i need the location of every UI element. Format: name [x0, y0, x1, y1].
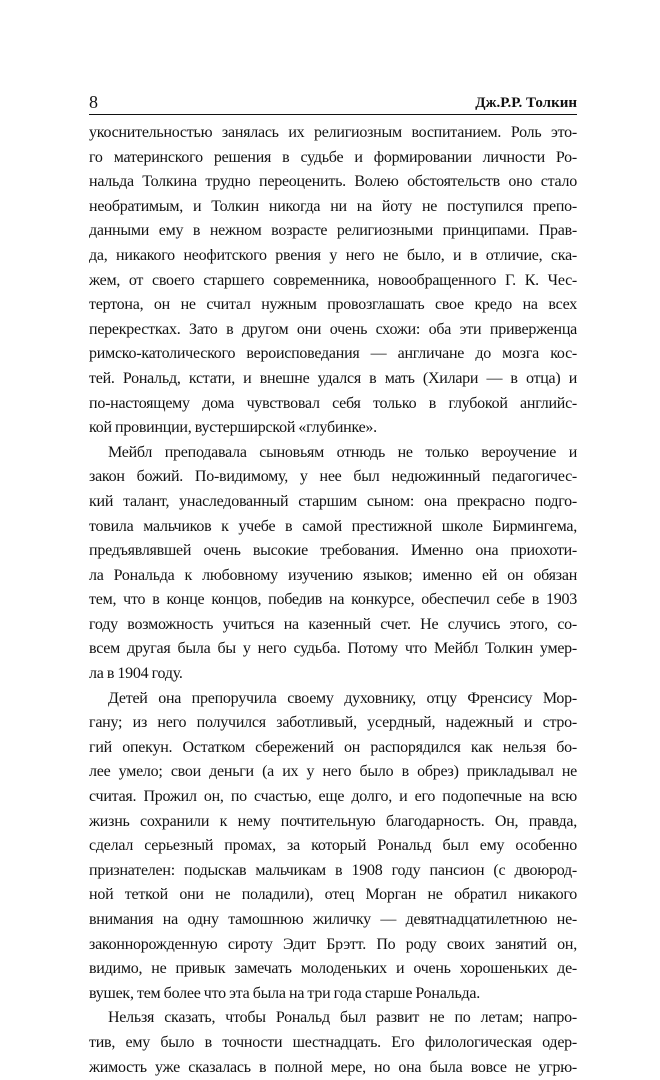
book-page: [89, 92, 577, 1080]
paragraph: [89, 687, 577, 1007]
text-line: го материнского решения в судьбе и формировании личности Ро-: [89, 148, 577, 166]
text-line: тем, что в конце концов, победив на конкурсе, обеспечил себе в 1903: [89, 591, 577, 609]
text-line: необратимым, и Толкин никогда ни на йоту не поступился препо-: [89, 197, 577, 215]
text-line: римско-католического вероисповедания — англичане до мозга кос-: [89, 345, 577, 363]
text-line: считая. Прожил он, по счастью, еще долго, и его подопечные на всю: [89, 788, 577, 806]
text-line: видимо, не привык замечать молоденьких и очень хорошеньких де-: [89, 960, 577, 978]
text-line: перекрестках. Зато в другом они очень схожи: оба эти приверженца: [89, 320, 577, 338]
text-line: жимость уже сказалась в полной мере, но она была вовсе не угрю-: [89, 1058, 577, 1076]
text-line: тей. Рональд, кстати, и внешне удался в мать (Хилари — в отца) и: [89, 369, 577, 387]
text-line: жизнь сохранили к нему почтительную благодарность. Он, правда,: [89, 812, 577, 830]
text-line: жем, от своего старшего современника, новообращенного Г. К. Чес-: [89, 271, 577, 289]
page-header: [89, 92, 577, 115]
text-line: законнорожденную сироту Эдит Брэтт. По роду своих занятий он,: [89, 935, 577, 953]
text-line: предъявлявшей очень высокие требования. Именно она приохоти-: [89, 542, 577, 560]
text-line: Детей она препоручила своему духовнику, отцу Френсису Мор-: [108, 689, 577, 707]
text-line: Нельзя сказать, чтобы Рональд был развит не по летам; напро-: [108, 1009, 577, 1027]
text-line: тив, ему было в точности шестнадцать. Его филологическая одер-: [89, 1033, 577, 1051]
paragraph: [89, 441, 577, 687]
text-line: ла Рональда к любовному изучению языков; именно ей он обязан: [89, 566, 577, 584]
text-line: Мейбл преподавала сыновьям отнюдь не только вероучение и: [108, 443, 577, 461]
text-line: кой провинции, вустерширской «глубинке».: [89, 419, 377, 437]
text-line: вушек, тем более что эта была на три года старше Рональда.: [89, 984, 480, 1002]
running-title: Дж.Р.Р. Толкин: [475, 95, 577, 111]
text-line: нальда Толкина трудно переоценить. Волею обстоятельств оно стало: [89, 173, 577, 191]
text-line: кий талант, унаследованный старшим сыном: она прекрасно подго-: [89, 492, 577, 510]
text-line: гану; из него получился заботливый, усердный, надежный и стро-: [89, 714, 577, 732]
text-line: укоснительностью занялась их религиозным воспитанием. Роль это-: [89, 124, 577, 141]
text-line: лее умело; свои деньги (а их у него было в обрез) прикладывал не: [89, 763, 577, 781]
paragraph: [89, 1006, 577, 1080]
text-line: сделал серьезный промах, за который Рональд был ему особенно: [89, 837, 577, 855]
paragraph: [89, 121, 577, 441]
text-line: гий опекун. Остатком сбережений он распорядился как нельзя бо-: [89, 738, 577, 756]
body-text: [89, 121, 577, 1080]
text-line: всем другая была бы у него судьба. Потому что Мейбл Толкин умер-: [89, 640, 577, 658]
text-line: тертона, он не считал нужным провозглашать свое кредо на всех: [89, 296, 577, 314]
text-line: товила мальчиков к учебе в самой престижной школе Бирмингема,: [89, 517, 577, 535]
text-line: по-настоящему дома чувствовал себя только в глубокой английс-: [89, 394, 577, 412]
text-line: признателен: подыскав мальчикам в 1908 году пансион (с двоюрод-: [89, 861, 577, 879]
text-line: закон божий. По-видимому, у нее был недюжинный педагогичес-: [89, 468, 577, 486]
text-line: внимания на одну тамошнюю жиличку — девятнадцатилетнюю не-: [89, 911, 577, 928]
text-line: году возможность учиться на казенный счет. Не случись этого, со-: [89, 615, 577, 633]
text-line: ной теткой они не поладили), отец Морган не обратил никакого: [89, 886, 577, 904]
text-line: данными ему в нежном возрасте религиозными принципами. Прав-: [89, 222, 577, 240]
text-line: да, никакого неофитского рвения у него не было, и в отличие, ска-: [89, 246, 577, 264]
text-line: ла в 1904 году.: [89, 665, 183, 683]
page-number: 8: [89, 92, 98, 112]
